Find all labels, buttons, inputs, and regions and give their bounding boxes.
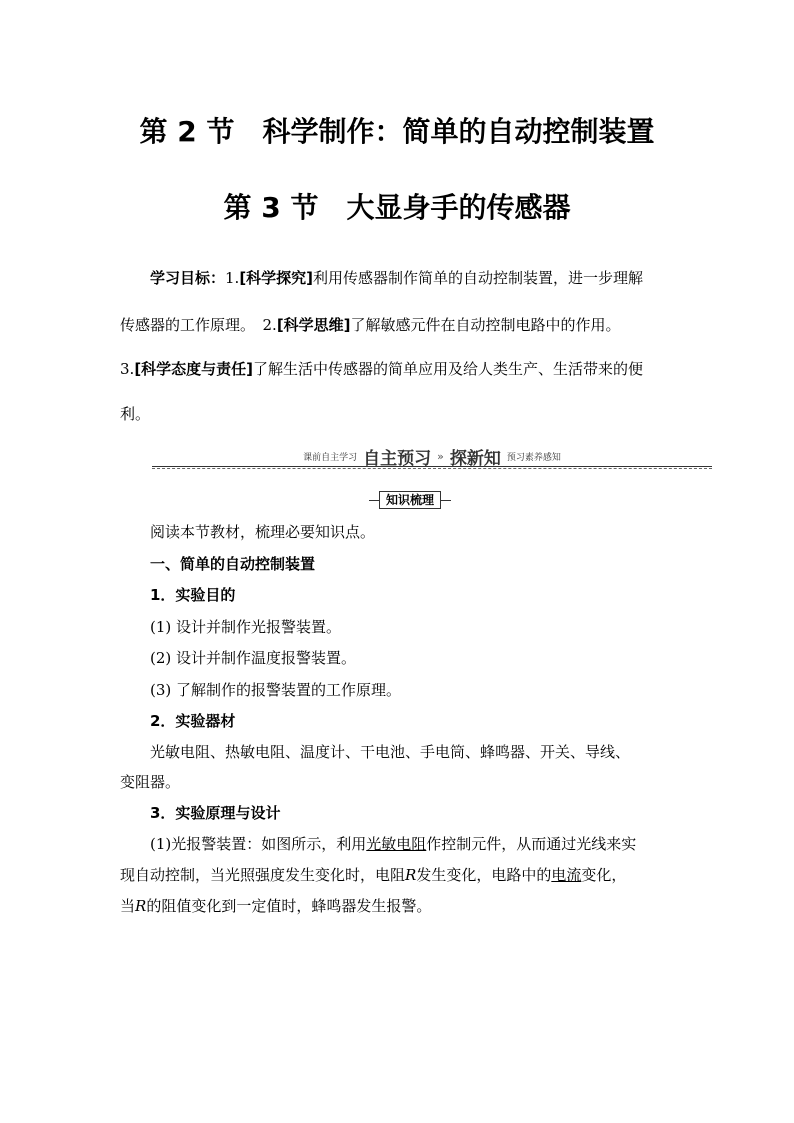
objectives-text: 传感器的工作原理。 2. bbox=[120, 316, 277, 334]
objective-tag: [科学思维] bbox=[276, 316, 351, 334]
objectives-line-2 bbox=[120, 314, 676, 336]
objective-tag: [科学态度与责任] bbox=[134, 360, 254, 378]
objectives-text: 利用传感器制作简单的自动控制装置，进一步理解 bbox=[313, 269, 644, 287]
section-heading: 一、简单的自动控制装置 bbox=[150, 555, 316, 573]
principle-line-1 bbox=[150, 833, 676, 855]
objectives-text: 1. bbox=[225, 269, 240, 287]
principle-text: 当 bbox=[120, 897, 136, 915]
principle-text: 作控制元件，从而通过光线来实 bbox=[426, 835, 637, 853]
objectives-line-3 bbox=[120, 358, 676, 380]
banner-title-a: 自主预习 bbox=[363, 448, 432, 469]
banner-title-b: 探新知 bbox=[449, 448, 501, 469]
page-title: 第 2 节 科学制作：简单的自动控制装置 bbox=[139, 115, 655, 148]
materials-text: 变阻器。 bbox=[120, 773, 181, 791]
fill-in-answer: 光敏电阻 bbox=[366, 835, 427, 853]
fill-in-answer: 电流 bbox=[551, 866, 582, 884]
double-chevron-icon: » bbox=[437, 449, 444, 463]
section-banner bbox=[152, 445, 712, 471]
materials-text: 光敏电阻、热敏电阻、温度计、干电池、手电筒、蜂鸣器、开关、导线、 bbox=[150, 743, 631, 761]
objectives-text: 3. bbox=[120, 360, 135, 378]
subheading-purpose: 1．实验目的 bbox=[150, 586, 236, 604]
intro-text: 阅读本节教材，梳理必要知识点。 bbox=[150, 523, 376, 541]
principle-text: 发生变化，电路中的 bbox=[416, 866, 552, 884]
variable-r: R bbox=[405, 866, 417, 884]
subheading-principle: 3．实验原理与设计 bbox=[150, 804, 281, 822]
objectives-text: 了解敏感元件在自动控制电路中的作用。 bbox=[350, 316, 621, 334]
section-tag-label: 知识梳理 bbox=[379, 491, 441, 509]
objectives-line-4: 利。 bbox=[120, 405, 151, 423]
objectives-text: 了解生活中传感器的简单应用及给人类生产、生活带来的便 bbox=[253, 360, 644, 378]
section-tag bbox=[369, 491, 451, 509]
principle-text: 现自动控制，当光照强度发生变化时，电阻 bbox=[120, 866, 406, 884]
principle-line-3 bbox=[120, 895, 676, 917]
list-item: (1) 设计并制作光报警装置。 bbox=[150, 618, 342, 636]
tag-line-right bbox=[441, 500, 451, 501]
subheading-materials: 2．实验器材 bbox=[150, 712, 236, 730]
page-subtitle: 第 3 节 大显身手的传感器 bbox=[223, 191, 571, 224]
principle-text: (1)光报警装置：如图所示，利用 bbox=[150, 835, 367, 853]
list-item: (2) 设计并制作温度报警装置。 bbox=[150, 649, 357, 667]
principle-line-2 bbox=[120, 864, 676, 886]
banner-rule-dashed bbox=[152, 468, 712, 469]
principle-text: 的阻值变化到一定值时，蜂鸣器发生报警。 bbox=[146, 897, 432, 915]
variable-r: R bbox=[135, 897, 147, 915]
banner-right-caption: 预习素养感知 bbox=[506, 452, 561, 463]
tag-line-left bbox=[369, 500, 379, 501]
objectives-label: 学习目标： bbox=[150, 269, 226, 287]
objectives-line-1 bbox=[150, 267, 676, 289]
banner-left-caption: 课前自主学习 bbox=[303, 452, 358, 463]
principle-text: 变化， bbox=[581, 866, 627, 884]
objective-tag: [科学探究] bbox=[239, 269, 314, 287]
list-item: (3) 了解制作的报警装置的工作原理。 bbox=[150, 681, 402, 699]
